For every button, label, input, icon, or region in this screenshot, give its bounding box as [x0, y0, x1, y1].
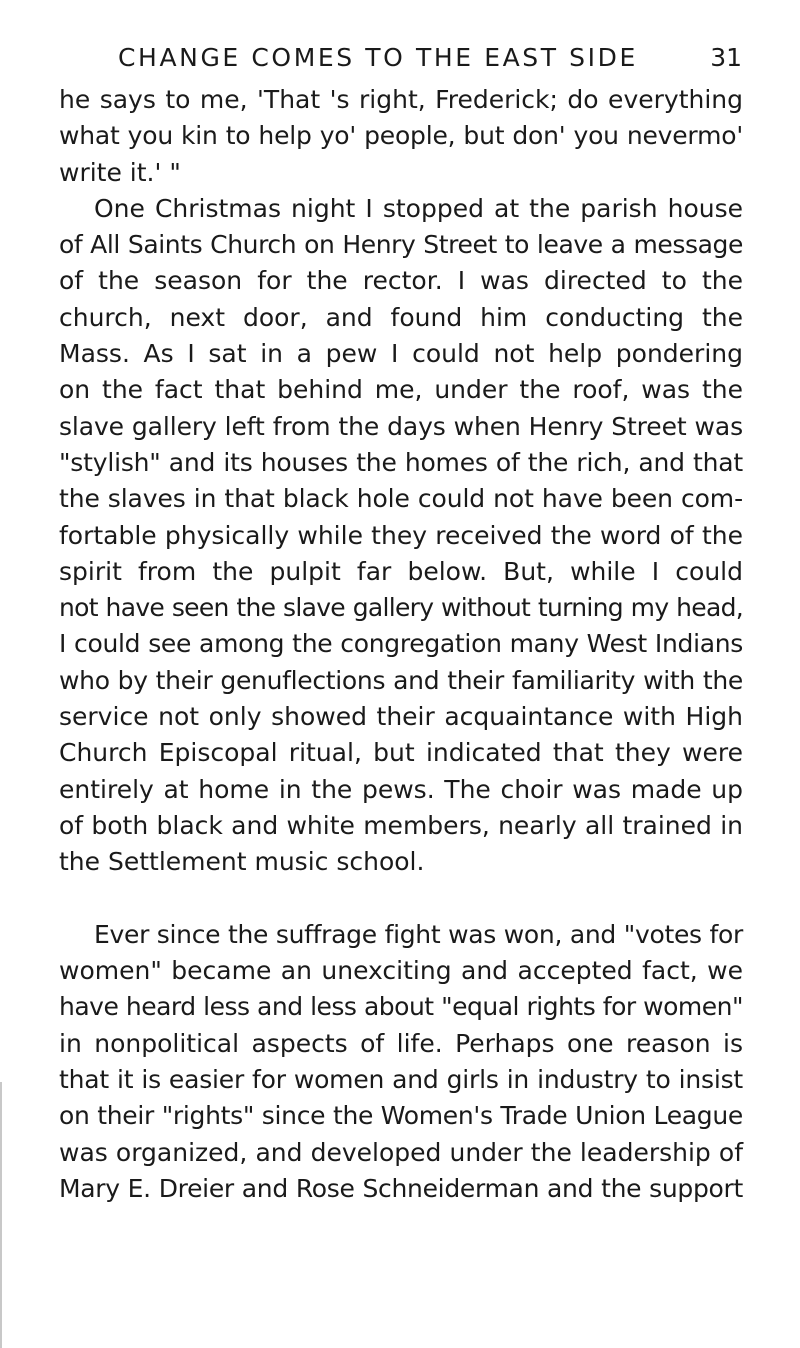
- text-line: fortable physically while they received the word of the: [59, 520, 743, 550]
- body-text: [59, 82, 743, 1207]
- text-line: the Settlement music school.: [59, 847, 425, 877]
- text-line: "stylish" and its houses the homes of the rich, and that: [59, 447, 743, 477]
- paragraph-2: [59, 191, 743, 881]
- text-line: on the fact that behind me, under the roof, was the: [59, 375, 743, 405]
- text-line: that it is easier for women and girls in industry to insist: [59, 1065, 743, 1095]
- text-line: spirit from the pulpit far below. But, while I could: [59, 556, 743, 586]
- text-line: not have seen the slave gallery without turning my head,: [59, 593, 743, 623]
- text-line: slave gallery left from the days when Henry Street was: [59, 411, 743, 441]
- text-line: who by their genuflections and their familiarity with the: [59, 665, 743, 695]
- text-line: was organized, and developed under the leadership of: [59, 1137, 743, 1167]
- text-line: what you kin to help yo' people, but don' you nevermo': [59, 121, 743, 151]
- paragraph-1: [59, 82, 743, 191]
- text-line: I could see among the congregation many West Indians: [59, 629, 743, 659]
- text-line: One Christmas night I stopped at the parish house: [94, 193, 743, 223]
- text-line: write it.' ": [59, 157, 181, 187]
- text-line: have heard less and less about "equal rights for women": [59, 992, 743, 1022]
- paragraph-3: [59, 917, 743, 1207]
- text-line: of the season for the rector. I was directed to the: [59, 266, 743, 296]
- scan-edge-line: [0, 1082, 2, 1348]
- text-line: entirely at home in the pews. The choir was made up: [59, 774, 743, 804]
- text-line: in nonpolitical aspects of life. Perhaps one reason is: [59, 1028, 743, 1058]
- text-line: on their "rights" since the Women's Trade Union League: [59, 1101, 743, 1131]
- text-line: of both black and white members, nearly all trained in: [59, 810, 743, 840]
- page-number: 31: [710, 43, 742, 72]
- running-head: [118, 38, 746, 78]
- text-line: Church Episcopal ritual, but indicated that they were: [59, 738, 743, 768]
- text-line: women" became an unexciting and accepted fact, we: [59, 956, 743, 986]
- text-line: church, next door, and found him conducting the: [59, 302, 743, 332]
- running-title: CHANGE COMES TO THE EAST SIDE: [118, 43, 638, 72]
- text-line: Mary E. Dreier and Rose Schneiderman and the support: [59, 1173, 743, 1203]
- text-line: Ever since the suffrage fight was won, and "votes for: [94, 919, 743, 949]
- text-line: he says to me, 'That 's right, Frederick; do everything: [59, 85, 743, 114]
- section-break: [59, 881, 743, 917]
- text-line: of All Saints Church on Henry Street to leave a message: [59, 230, 743, 260]
- text-line: service not only showed their acquaintance with High: [59, 702, 743, 732]
- text-line: Mass. As I sat in a pew I could not help pondering: [59, 339, 743, 369]
- text-line: the slaves in that black hole could not have been com-: [59, 484, 743, 514]
